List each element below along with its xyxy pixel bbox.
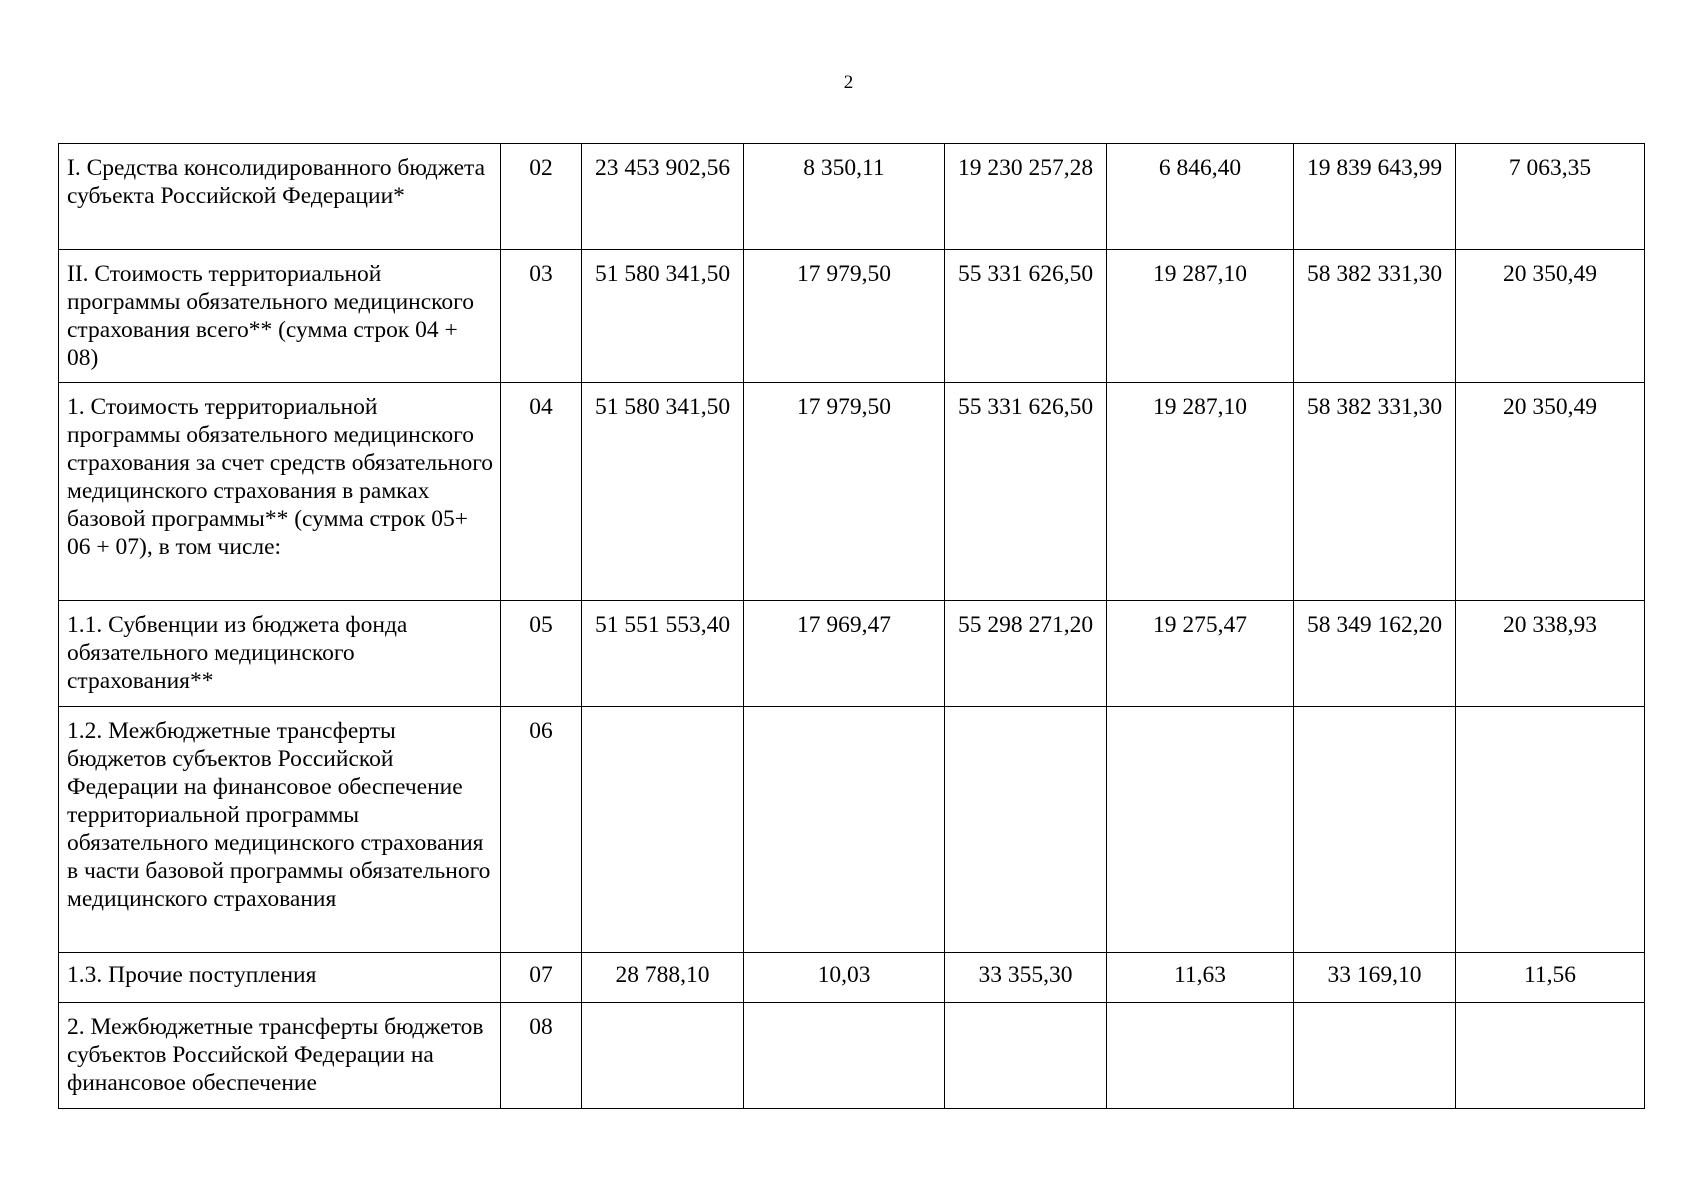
value-cell: 51 580 341,50	[582, 383, 744, 601]
value-cell: 7 063,35	[1456, 144, 1645, 250]
table-row	[59, 601, 1645, 707]
row-code: 03	[501, 250, 582, 383]
row-code: 05	[501, 601, 582, 707]
value-cell	[582, 1003, 744, 1109]
value-cell: 58 382 331,30	[1294, 250, 1456, 383]
value-cell: 8 350,11	[744, 144, 945, 250]
value-cell	[1294, 707, 1456, 953]
value-cell: 33 355,30	[945, 953, 1107, 1003]
value-cell: 20 350,49	[1456, 383, 1645, 601]
value-cell	[1107, 707, 1294, 953]
row-name: I. Средства консолидированного бюджета субъекта Российской Федерации*	[59, 144, 501, 250]
value-cell: 58 349 162,20	[1294, 601, 1456, 707]
value-cell: 17 979,50	[744, 383, 945, 601]
row-code: 08	[501, 1003, 582, 1109]
page-number: 2	[843, 72, 854, 93]
value-cell	[1294, 1003, 1456, 1109]
value-cell: 55 331 626,50	[945, 383, 1107, 601]
value-cell	[945, 1003, 1107, 1109]
value-cell: 19 287,10	[1107, 383, 1294, 601]
value-cell: 33 169,10	[1294, 953, 1456, 1003]
value-cell: 28 788,10	[582, 953, 744, 1003]
value-cell: 23 453 902,56	[582, 144, 744, 250]
budget-table	[58, 143, 1645, 1109]
value-cell: 11,63	[1107, 953, 1294, 1003]
value-cell: 6 846,40	[1107, 144, 1294, 250]
value-cell: 17 969,47	[744, 601, 945, 707]
value-cell: 55 298 271,20	[945, 601, 1107, 707]
row-name: 1.2. Межбюджетные трансферты бюджетов субъектов Российской Федерации на финансовое обеспечение территориальной программы обязательного медицинского страхования в части базовой программы обязательного медицинского страхования	[59, 707, 501, 953]
value-cell	[744, 707, 945, 953]
row-name: 1.3. Прочие поступления	[59, 953, 501, 1003]
table-row	[59, 1003, 1645, 1109]
value-cell: 55 331 626,50	[945, 250, 1107, 383]
value-cell	[1456, 707, 1645, 953]
row-code: 06	[501, 707, 582, 953]
value-cell: 10,03	[744, 953, 945, 1003]
value-cell: 19 275,47	[1107, 601, 1294, 707]
value-cell: 11,56	[1456, 953, 1645, 1003]
value-cell: 20 350,49	[1456, 250, 1645, 383]
table-row	[59, 707, 1645, 953]
value-cell: 19 287,10	[1107, 250, 1294, 383]
row-name: II. Стоимость территориальной программы обязательного медицинского страхования всего** (сумма строк 04 + 08)	[59, 250, 501, 383]
value-cell: 51 580 341,50	[582, 250, 744, 383]
value-cell	[1456, 1003, 1645, 1109]
value-cell: 58 382 331,30	[1294, 383, 1456, 601]
value-cell: 20 338,93	[1456, 601, 1645, 707]
value-cell: 17 979,50	[744, 250, 945, 383]
row-name: 1.1. Субвенции из бюджета фонда обязательного медицинского страхования**	[59, 601, 501, 707]
value-cell	[744, 1003, 945, 1109]
row-name: 2. Межбюджетные трансферты бюджетов субъектов Российской Федерации на финансовое обеспечение	[59, 1003, 501, 1109]
row-code: 02	[501, 144, 582, 250]
row-code: 07	[501, 953, 582, 1003]
value-cell: 19 839 643,99	[1294, 144, 1456, 250]
table-row	[59, 953, 1645, 1003]
value-cell: 19 230 257,28	[945, 144, 1107, 250]
value-cell	[582, 707, 744, 953]
table-row	[59, 250, 1645, 383]
table-row	[59, 383, 1645, 601]
value-cell	[1107, 1003, 1294, 1109]
row-code: 04	[501, 383, 582, 601]
value-cell	[945, 707, 1107, 953]
value-cell: 51 551 553,40	[582, 601, 744, 707]
row-name: 1. Стоимость территориальной программы обязательного медицинского страхования за счет средств обязательного медицинского страхования в рамках базовой программы** (сумма строк 05+ 06 + 07), в том числе:	[59, 383, 501, 601]
table-row	[59, 144, 1645, 250]
